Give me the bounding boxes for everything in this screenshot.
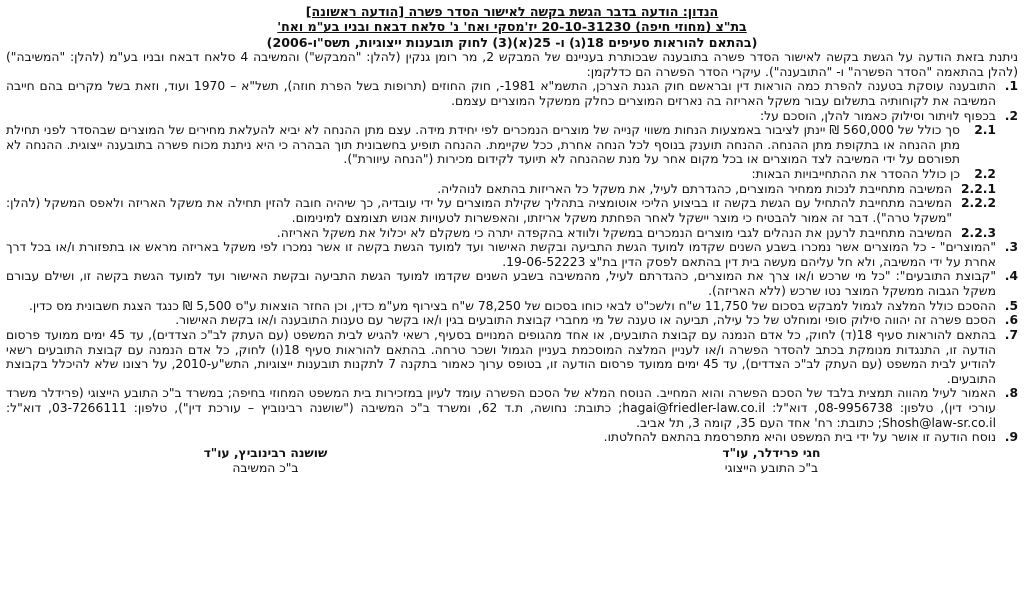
list-item [6,313,1018,328]
item-number: 1. [1004,79,1018,94]
signatory-role: ב"כ המשיבה [232,460,299,475]
list-item [6,299,1018,314]
item-number: 4. [1004,269,1018,284]
item-number: 2.2.3 [960,225,996,240]
item-number: 9. [1004,430,1018,445]
notice-items [6,79,1018,445]
item-number: 2. [1004,108,1018,123]
list-item [6,226,1018,241]
notice-title: הנדון: הודעה בדבר הגשת בקשה לאישור הסדר פשרה [הודעה ראשונה] [305,4,719,19]
list-item [6,269,1018,298]
item-text: כן כולל ההסדר את ההתחייבויות הבאות: [751,167,960,182]
signatory-role: ב"כ התובע הייצוגי [724,460,819,475]
list-item [6,196,1018,225]
item-number: 2.2.2 [960,196,996,211]
legal-basis: (בהתאם להוראות סעיפים 18(ג) ו- 25(א)(3) לחוק תובענות ייצוגיות, תשס"ו-2006) [266,34,758,50]
list-item [6,109,1018,124]
list-item [6,240,1018,269]
list-item [6,386,1018,430]
item-number: 3. [1004,240,1018,255]
signature-respondent-counsel [204,446,328,476]
list-item [6,123,1018,167]
signatory-name: חגי פרידלר, עו"ד [722,445,821,460]
item-number: 5. [1004,298,1018,313]
signature-plaintiff-counsel [722,446,820,476]
notice-header [6,4,1018,50]
item-text: "קבוצת התובעים": "כל מי שרכש ו/או צרך את המוצרים, כהגדרתם לעיל, מהמשיבה בשבע השנים שקדמו למועד הגשת התביעה ובקשת האישור ועד למועד הגשת בקשה זו, ושילם עבורם משקל הגבוה ממשקל המוצר נטו שרכש (ללא האריזה). [6,269,996,299]
item-text: הסכם פשרה זה יהווה סילוק סופי ומוחלט של כל עילה, תביעה או טענה של מי מחברי קבוצת התובעים בגין ו/או בקשר עם טענות התובענה ו/או בקשת האישור. [175,313,996,328]
intro-paragraph: ניתנת בזאת הודעה על הגשת בקשה לאישור הסדר פשרה בתובענה שבכותרת בעניינם של המבקש 2, מר רומן גנקין (להלן: "המבקש") והמשיבה 4 סלאח דבאח ובניו בע"מ (להלן: "המשיבה") (להלן בהתאמה "הסדר הפשרה" ו- "התובענה"). עיקרי הסדר הפשרה הם כדלקמן: [6,50,1019,79]
item-number: 2.2.1 [960,181,996,196]
case-number: בת"צ (מחוזי חיפה) 20-10-31230 יז'מסקי ואח' נ' סלאח דבאח ובניו בע"מ ואח' [277,19,747,35]
item-text: בהתאם להוראות סעיף 18(ד) לחוק, כל אדם הנמנה עם קבוצת התובעים, או אחד מהגופים המנויים בסעיף, רשאי להגיש לבית המשפט (עם העתק לב"כ הצדדים), עד 45 ימים ממועד פרסום הודעה זו, התנגדות מנומקת בכתב להסדר הפשרה ו/או לעניין המלצה המוסכמת בעניין הגמול ושכר טרחה. בהתאם להוראות סעיף 18(ו) לחוק, כל אדם הנמנה עם קבוצת התובעים רשאי להודיע לבית המשפט (עם העתק לב"כ הצדדים), עד 45 ימים ממועד פרסום הודעה זו, בטופס ערוך כאמור בתקנה 7 לתקנות תובענות ייצוגיות, התש"ע-2010, על רצונו שלא להיכלל בקבוצת התובעים. [6,327,996,386]
item-text: ההסכם כולל המלצה לגמול למבקש בסכום של 11,750 ש"ח ולשכ"ט לבאי כוחו בסכום של 78,250 ש"ח בצירוף מע"מ כדין, וכן החזר הוצאות ע"ס 5,500 ₪ כנגד הצגת חשבונית מס כדין. [28,298,996,313]
item-number: 7. [1004,327,1018,342]
item-number: 2.2 [974,167,996,182]
item-text: נוסח הודעה זו אושר על ידי בית המשפט והיא מתפרסמת בהתאם להחלטתו. [603,430,996,445]
list-item [6,430,1018,445]
item-text: התובענה עוסקת בטענה להפרת כמה הוראות דין ובראשם חוק הגנת הצרכן, התשמ"א 1981-, חוק החוזים (תרופות בשל הפרת חוזה), תשל"א – 1970 ועוד, וזאת בשל מקרים בהם חייבה המשיבה את לקוחותיה בתשלום עבור משקל האריזה בה נארזים המוצרים כחלק ממשקל המוצרים עצמם. [6,79,996,108]
signatory-name: שושנה רבינוביץ, עו"ד [203,445,328,460]
item-text: סך כולל של 560,000 ₪ יינתן לציבור באמצעות הנחות משווי קנייה של מוצרים הנמכרים לפי יחידת מידה. עצם מתן ההנחה לא יביא להעלאת מחירים של המוצרים שבהסדר לפני תחילת מתן ההנחה או בתקופת מתן ההנחה. ההנחה תוענק בנוסף לכל הנחה אחרת, ככל שקיימת. ההנחה תופיע בחשבונית תוך הבהרה כי היא ניתנת מכוח פשרה בתובענה ייצוגית. ההנחה לא תפורסם על ידי המשיבה לצד המוצרים או בכל מקום אחר על מנת שההנחה לא תיועד לקידום מכירות ("הנחה עיוורת"). [6,123,960,167]
item-text: האמור לעיל מהווה תמצית בלבד של הסכם הפשרה והוא המחייב. הנוסח המלא של הסכם הפשרה עומד לעיון במזכירות בית המשפט המחוזי בחיפה; במשרד ב"כ התובע הייצוגי (פרידלר משרד עורכי דין), טלפון: 08-9956738, דוא"ל: hagai@friedler-law.co.il; כתובת: נחושה, ת.ד 62, ומשרד ב"כ המשיבה ("שושנה רבינוביץ – עורכת דין"), טלפון: 03-7266111, דוא"ל: Shosh@law-sr.co.il; כתובת: רח' אחד העם 35, קומה 3, תל אביב. [6,386,996,430]
list-item [6,167,1018,182]
item-number: 2.1 [974,123,996,138]
list-item [6,182,1018,197]
item-text: בכפוף לויתור וסילוק כאמור להלן, הוסכם על: [759,108,996,123]
item-text: המשיבה מתחייבת להתחיל עם הגשת בקשה זו בביצוע הליכי אוטומציה בתהליך שקילת המוצרים על ידי עובדיה, כך שיהיה חובה להזין תחילה את משקל האריזה ולאפס המשקל (להלן: "משקל טרה"). דבר זה אמור להבטיח כי מוצר יישקל לאחר הפחתת משקל אריזתו, והאפשרות לטעויות אנוש תצומצם למינימום. [6,196,952,225]
signature-block [6,446,1018,476]
item-text: המשיבה מתחייבת לרענן את הנהלים לגבי מוצרים הנמכרים במשקל ולוודא בהקפדה יתרה כי משקלם לא יכלול את משקל האריזה. [276,225,952,240]
item-number: 8. [1004,386,1018,401]
item-text: המשיבה מתחייבת לנכות ממחיר המוצרים, כהגדרתם לעיל, את משקל כל האריזות בהתאם לנוהליה. [437,181,952,196]
list-item [6,79,1018,108]
item-number: 6. [1004,313,1018,328]
item-text: "המוצרים" - כל המוצרים אשר נמכרו בשבע השנים שקדמו למועד הגשת התביעה ובקשת האישור ועד למועד הגשת בקשה זו אשר נמכרו לפי משקל באריזה מראש או בתפזורת ו/או בכל דרך אחרת על ידי המשיבה, ולא חל עליהם מעשה בית דין בהתאם לפסק הדין בת"צ 19-06-52223. [6,240,996,269]
list-item [6,328,1018,387]
